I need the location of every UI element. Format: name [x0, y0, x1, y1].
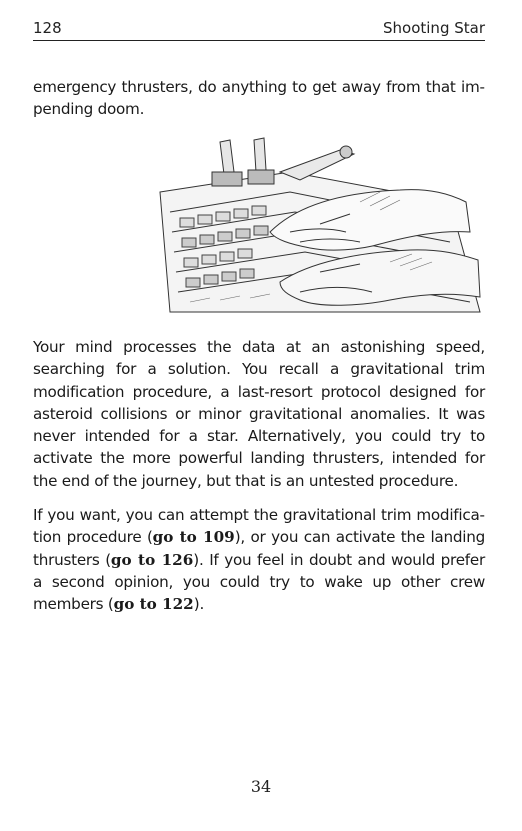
goto-126-link[interactable]: go to 126: [110, 550, 194, 569]
running-header: [33, 18, 485, 41]
goto-122-link[interactable]: go to 122: [113, 595, 194, 614]
paragraph-2: Your mind processes the data at an astonishing speed, searching for a solution. You recall a gravitational trim modification procedure, a last-resort protocol designed for asteroid collisions or minor gravitational anomalies. It was never intended for a star. Alternatively, you could try to activate the more powerful landing thrusters, intended for the end of the journey, but that is an untested procedure.: [33, 338, 485, 490]
header-title: Shooting Star: [383, 19, 485, 37]
header-page-number: 128: [33, 19, 62, 37]
p3-text-c: ). If you feel in doubt and would prefer a second opinion, you could try to wake up other crew members (: [33, 550, 485, 614]
p3-text-a: If you want, you can attempt the gravitational trim modification procedure (: [33, 506, 485, 547]
p3-text-d: ).: [193, 595, 205, 614]
paragraph-1: emergency thrusters, do anything to get away from that impending doom.: [33, 78, 485, 119]
page-footer-number: 34: [250, 777, 272, 796]
goto-109-link[interactable]: go to 109: [152, 528, 235, 547]
p3-text-b: ), or you can activate the landing thrusters (: [33, 528, 485, 569]
paragraph-3: [33, 504, 485, 615]
keyboard-hands-illustration: [150, 132, 486, 318]
